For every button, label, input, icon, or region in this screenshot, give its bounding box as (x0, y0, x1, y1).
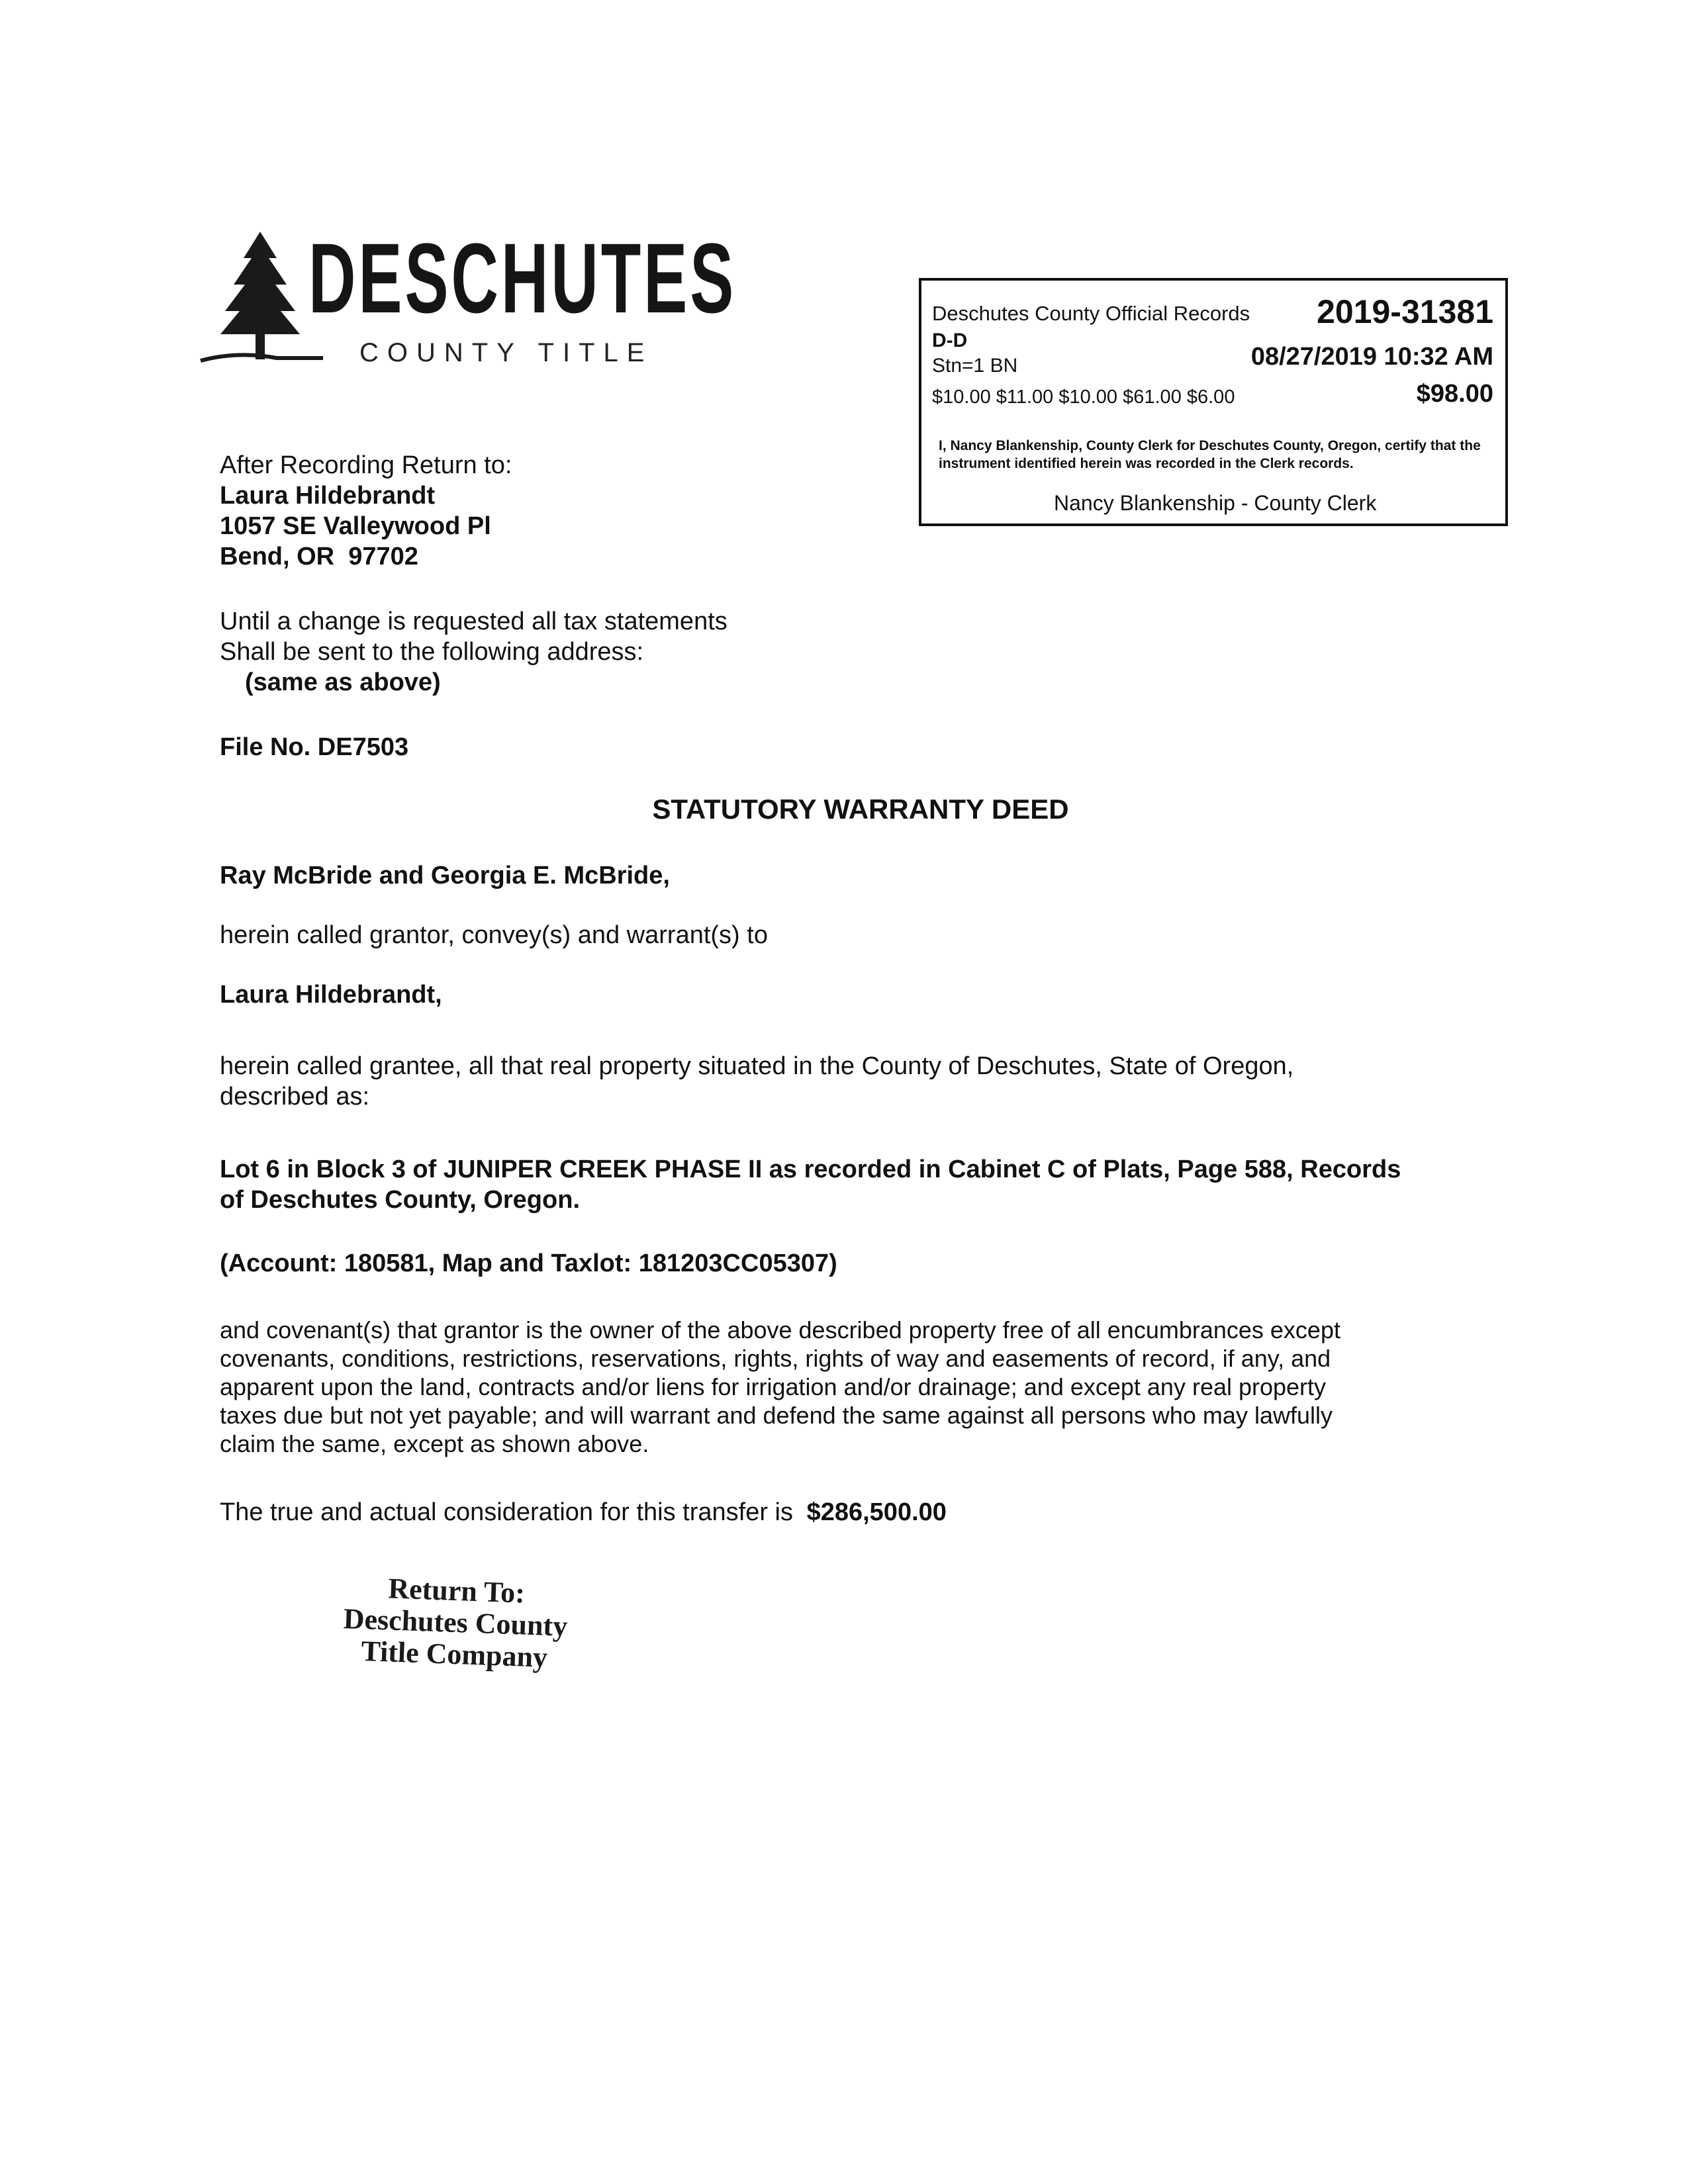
covenant-paragraph (220, 1316, 1340, 1458)
legal-description-line-2: of Deschutes County, Oregon. (220, 1186, 581, 1214)
covenant-line: covenants, conditions, restrictions, reservations, rights, rights of way and easements of record, if any, and (220, 1345, 1331, 1372)
grantee-clause (220, 1051, 1293, 1112)
legal-description-line-1: Lot 6 in Block 3 of JUNIPER CREEK PHASE II as recorded in Cabinet C of Plats, Page 588, Records (220, 1156, 1401, 1183)
consideration-amount: $286,500.00 (806, 1498, 947, 1526)
consideration-line (220, 1497, 947, 1527)
tax-statement-block (220, 606, 727, 698)
return-heading: After Recording Return to: (220, 451, 512, 479)
pine-tree-icon (197, 228, 323, 367)
return-city: Bend, OR 97702 (220, 543, 418, 570)
clerk-signature: Nancy Blankenship - County Clerk (1054, 491, 1377, 515)
logo-subtitle: COUNTY TITLE (359, 338, 653, 367)
return-street: 1057 SE Valleywood Pl (220, 512, 491, 540)
fee-breakdown: $10.00 $11.00 $10.00 $61.00 $6.00 (932, 387, 1235, 408)
consideration-text: The true and actual consideration for this transfer is (220, 1498, 794, 1526)
tax-line-2: Shall be sent to the following address: (220, 638, 644, 666)
account-taxlot: (Account: 180581, Map and Taxlot: 181203CC05307) (220, 1250, 837, 1277)
stamp-line-1: Return To: (387, 1572, 526, 1610)
return-address-block (220, 450, 512, 572)
instrument-number: 2019-31381 (1317, 293, 1493, 330)
document-type: D-D (932, 330, 968, 351)
stamp-line-2: Deschutes County (342, 1602, 569, 1643)
grantee-clause-line-2: described as: (220, 1083, 370, 1111)
company-logo (197, 222, 737, 381)
covenant-line: apparent upon the land, contracts and/or liens for irrigation and/or drainage; and except any real property (220, 1373, 1327, 1400)
deed-title: STATUTORY WARRANTY DEED (652, 794, 1069, 825)
return-name: Laura Hildebrandt (220, 482, 436, 510)
grantor-clause: herein called grantor, convey(s) and warrant(s) to (220, 921, 768, 949)
grantee-clause-line-1: herein called grantee, all that real property situated in the County of Deschutes, State of Oregon, (220, 1052, 1294, 1080)
tax-line-3: (same as above) (245, 668, 441, 696)
legal-description (220, 1154, 1401, 1215)
recorded-datetime: 08/27/2019 10:32 AM (1250, 343, 1493, 371)
logo-wordmark: DESCHUTES (308, 222, 737, 334)
station: Stn=1 BN (932, 355, 1018, 377)
file-number: File No. DE7503 (220, 733, 409, 761)
return-to-stamp (315, 1570, 596, 1676)
total-fee: $98.00 (1416, 380, 1493, 408)
tax-line-1: Until a change is requested all tax statements (220, 608, 727, 635)
grantee-name: Laura Hildebrandt, (220, 981, 442, 1009)
clerk-certification: I, Nancy Blankenship, County Clerk for Deschutes County, Oregon, certify that the instrument identified herein was recorded in the Clerk records. (939, 438, 1481, 471)
grantor-names: Ray McBride and Georgia E. McBride, (220, 862, 670, 889)
recording-stamp (919, 278, 1508, 526)
covenant-line: taxes due but not yet payable; and will warrant and defend the same against all persons who may lawfully (220, 1402, 1333, 1429)
covenant-line: claim the same, except as shown above. (220, 1430, 649, 1457)
records-office: Deschutes County Official Records (932, 302, 1250, 325)
covenant-line: and covenant(s) that grantor is the owner of the above described property free of all encumbrances except (220, 1316, 1340, 1343)
stamp-line-3: Title Company (360, 1635, 548, 1674)
